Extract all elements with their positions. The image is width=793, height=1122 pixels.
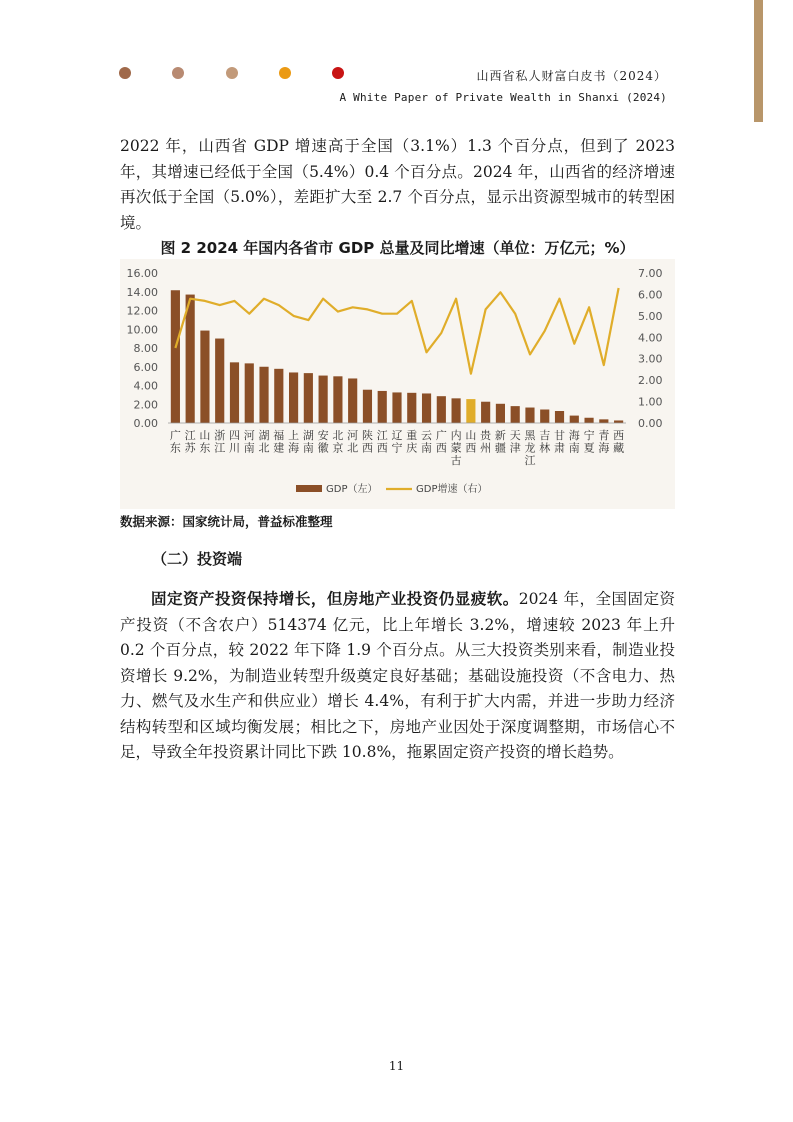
right-axis-tick: 4.00 [638, 331, 663, 345]
x-axis-tick: 安徽 [317, 429, 329, 455]
gdp-bar [437, 396, 446, 423]
x-axis-tick: 甘肃 [554, 429, 566, 455]
gdp-bar [363, 390, 372, 423]
x-axis-tick: 新疆 [494, 429, 506, 455]
header-dot [226, 67, 238, 79]
x-axis-tick: 江苏 [184, 429, 196, 455]
paragraph-lead: 固定资产投资保持增长，但房地产业投资仍显疲软。 [151, 590, 519, 608]
x-axis-tick: 河北 [347, 429, 359, 455]
gdp-bar [422, 393, 431, 423]
gdp-bar [333, 376, 342, 423]
x-axis-tick: 重庆 [406, 429, 418, 455]
x-axis-tick: 四川 [228, 429, 240, 455]
x-axis-tick: 福建 [273, 429, 285, 455]
gdp-bar [274, 369, 283, 423]
x-axis-tick: 广东 [169, 429, 181, 455]
figure-source: 数据来源：国家统计局，普益标准整理 [120, 514, 333, 529]
left-axis-tick: 12.00 [126, 304, 158, 318]
x-axis-tick: 江西 [376, 429, 388, 455]
gdp-bar [540, 410, 549, 424]
right-axis-tick: 5.00 [638, 309, 663, 323]
decorative-side-bar [754, 0, 763, 122]
x-axis-tick: 山东 [199, 429, 211, 455]
gdp-bar [230, 362, 239, 423]
x-axis-tick: 湖南 [302, 429, 314, 455]
x-axis-tick: 海南 [568, 429, 580, 455]
header-title-cn: 山西省私人财富白皮书（2024） [476, 69, 667, 83]
left-axis-tick: 6.00 [133, 360, 158, 374]
gdp-bar [392, 392, 401, 423]
gdp-bar [555, 411, 564, 423]
x-axis-tick: 宁夏 [583, 429, 595, 455]
left-axis-tick: 2.00 [133, 398, 158, 412]
gdp-bar [466, 399, 475, 423]
x-axis-tick: 吉林 [539, 429, 551, 455]
body-paragraph-2 [120, 587, 675, 766]
gdp-bar [304, 373, 313, 423]
header-title-en: A White Paper of Private Wealth in Shanxi (2024) [339, 91, 667, 104]
x-axis-tick: 湖北 [258, 429, 270, 455]
x-axis-tick: 辽宁 [391, 429, 403, 455]
page-number: 11 [388, 1059, 405, 1073]
gdp-growth-line [175, 288, 618, 374]
header-dot [172, 67, 184, 79]
header-dot [332, 67, 344, 79]
x-axis-tick: 河南 [243, 429, 255, 455]
x-axis-tick: 内蒙古 [450, 429, 462, 467]
figure-title: 图 2 2024 年国内各省市 GDP 总量及同比增速（单位：万亿元；%） [160, 239, 635, 257]
legend-growth-label: GDP增速（右） [416, 484, 488, 495]
gdp-bar [378, 391, 387, 423]
right-axis-tick: 0.00 [638, 417, 663, 430]
x-axis-tick: 山西 [465, 429, 477, 455]
right-axis-tick: 6.00 [638, 288, 663, 302]
gdp-bar [496, 404, 505, 423]
gdp-bar [525, 408, 534, 423]
header-dot [279, 67, 291, 79]
x-axis-tick: 贵州 [480, 429, 492, 455]
right-axis-tick: 2.00 [638, 374, 663, 388]
gdp-bar [171, 290, 180, 423]
gdp-bar [319, 376, 328, 423]
x-axis-tick: 北京 [332, 429, 344, 455]
gdp-bar [452, 398, 461, 423]
left-axis-tick: 16.00 [126, 267, 158, 280]
right-axis-tick: 3.00 [638, 352, 663, 366]
gdp-bar [348, 378, 357, 423]
body-paragraph-1: 2022 年，山西省 GDP 增速高于全国（3.1%）1.3 个百分点，但到了 2023 年，其增速已经低于全国（5.4%）0.4 个百分点。2024 年，山西省的经济增速再次低于全国（5.0%），差距扩大至 2.7 个百分点，显示出资源型城市的转型困境。 [120, 137, 675, 232]
left-axis-tick: 8.00 [133, 342, 158, 355]
left-axis-tick: 14.00 [126, 285, 158, 299]
legend-gdp-label: GDP（左） [326, 484, 378, 495]
gdp-bar [481, 402, 490, 423]
gdp-bar [599, 419, 608, 423]
x-axis-tick: 黑龙江 [524, 429, 536, 467]
left-axis-tick: 4.00 [133, 379, 158, 393]
x-axis-tick: 西藏 [613, 429, 625, 455]
gdp-bar [245, 363, 254, 423]
gdp-bar [186, 295, 195, 423]
gdp-bar [259, 367, 268, 423]
legend-gdp-swatch [296, 485, 322, 492]
gdp-bar [407, 393, 416, 423]
gdp-bar [289, 372, 298, 423]
gdp-chart [120, 259, 675, 509]
gdp-bar [215, 339, 224, 423]
section-heading: （二）投资端 [152, 550, 243, 568]
header-dot [119, 67, 131, 79]
gdp-chart-svg [120, 259, 675, 509]
gdp-bar [570, 416, 579, 423]
x-axis-tick: 浙江 [214, 429, 226, 455]
x-axis-tick: 上海 [288, 429, 300, 455]
left-axis-tick: 10.00 [126, 323, 158, 337]
gdp-bar [200, 331, 209, 423]
x-axis-tick: 广西 [435, 429, 447, 455]
right-axis-tick: 7.00 [638, 267, 663, 280]
right-axis-tick: 1.00 [638, 395, 663, 409]
x-axis-tick: 陕西 [361, 429, 373, 455]
left-axis-tick: 0.00 [133, 417, 158, 430]
x-axis-tick: 青海 [598, 429, 610, 455]
paragraph-rest: 2024 年，全国固定资产投资（不含农户）514374 亿元，比上年增长 3.2%，增速较 2023 年上升 0.2 个百分点，较 2022 年下降 1.9 个百分点。从三大投资类别来看，制造业投资增长 9.2%，为制造业转型升级奠定良好基础；基础设施投资（不含电力、热力、燃气及水生产和供应业）增长 4.4%，有利于扩大内需，并进一步助力经济结构转型和区域均衡发展；相比之下，房地产业因处于深度调整期，市场信心不足，导致全年投资累计同比下跌 10.8%，拖累固定资产投资的增长趋势。 [120, 590, 675, 761]
gdp-bar [511, 406, 520, 423]
gdp-bar [584, 418, 593, 423]
x-axis-tick: 天津 [509, 429, 521, 455]
x-axis-tick: 云南 [421, 429, 433, 455]
